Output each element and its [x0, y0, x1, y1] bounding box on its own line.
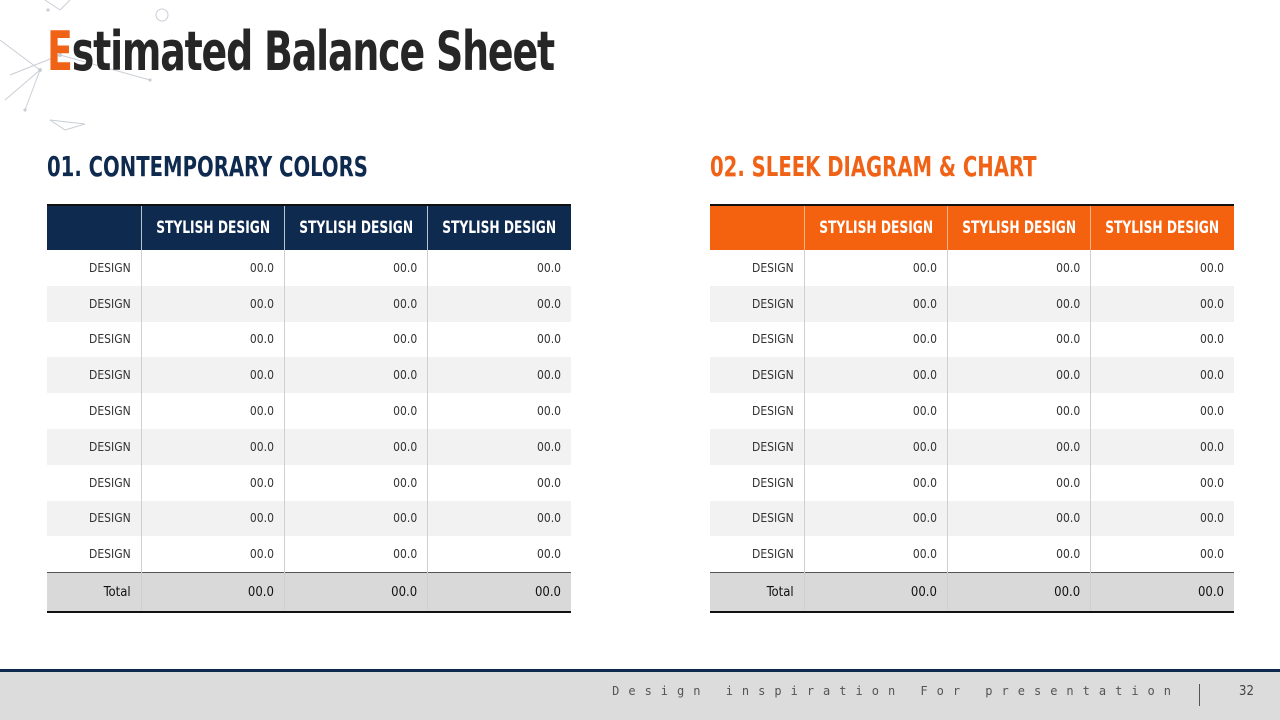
- balance-table-orange: [710, 204, 1234, 613]
- column-header-label: STYLISH DESIGN: [442, 218, 557, 238]
- row-label: DESIGN: [47, 357, 141, 393]
- column-header-label: STYLISH DESIGN: [299, 218, 414, 238]
- column-header: [428, 205, 571, 250]
- row-label: DESIGN: [710, 286, 804, 322]
- table-row: [47, 429, 571, 465]
- value-cell: 00.0: [141, 357, 284, 393]
- table-row: [710, 286, 1234, 322]
- section-heading-sleek-diagram: 02. SLEEK DIAGRAM & CHART: [710, 150, 1037, 183]
- table-header-row: [47, 205, 571, 250]
- value-cell: 00.0: [804, 393, 947, 429]
- total-label: Total: [710, 573, 804, 613]
- table-row: [710, 501, 1234, 537]
- value-cell: 00.0: [947, 429, 1090, 465]
- value-cell: 00.0: [428, 286, 571, 322]
- value-cell: 00.0: [141, 536, 284, 572]
- value-cell: 00.0: [284, 357, 427, 393]
- value-cell: 00.0: [141, 501, 284, 537]
- table-row: [47, 250, 571, 286]
- table-row: [47, 322, 571, 358]
- value-cell: 00.0: [284, 250, 427, 286]
- value-cell: 00.0: [141, 393, 284, 429]
- title-accent-letter: E: [47, 20, 72, 83]
- table-header-row: [710, 205, 1234, 250]
- row-label: DESIGN: [752, 547, 794, 562]
- column-header-label: STYLISH DESIGN: [962, 218, 1077, 238]
- total-row: [710, 573, 1234, 613]
- row-label: DESIGN: [89, 332, 131, 347]
- table-row: [47, 465, 571, 501]
- column-header-label: STYLISH DESIGN: [155, 218, 270, 238]
- value-cell: 00.0: [428, 250, 571, 286]
- value-cell: 00.0: [947, 250, 1090, 286]
- value-cell: 00.0: [428, 501, 571, 537]
- total-value: 00.0: [141, 573, 284, 613]
- row-label: DESIGN: [89, 547, 131, 562]
- row-label: DESIGN: [752, 404, 794, 419]
- total-label: Total: [47, 573, 141, 613]
- table-row: [47, 501, 571, 537]
- value-cell: 00.0: [141, 250, 284, 286]
- value-cell: 00.0: [804, 429, 947, 465]
- total-value: 00.0: [428, 573, 571, 613]
- footer-divider: [1199, 684, 1200, 706]
- table-row: [710, 536, 1234, 572]
- value-cell: 00.0: [1091, 429, 1234, 465]
- value-cell: 00.0: [1091, 357, 1234, 393]
- total-row: [47, 573, 571, 613]
- header-corner-cell: [710, 205, 804, 250]
- value-cell: 00.0: [804, 501, 947, 537]
- table-row: [710, 250, 1234, 286]
- column-header: [1091, 205, 1234, 250]
- table-row: [47, 357, 571, 393]
- value-cell: 00.0: [1091, 393, 1234, 429]
- value-cell: 00.0: [428, 393, 571, 429]
- section-heading-contemporary-colors: 01. CONTEMPORARY COLORS: [47, 150, 368, 183]
- value-cell: 00.0: [804, 286, 947, 322]
- table-row: [47, 536, 571, 572]
- row-label: DESIGN: [47, 501, 141, 537]
- column-header: [141, 205, 284, 250]
- value-cell: 00.0: [1091, 465, 1234, 501]
- table-row: [710, 393, 1234, 429]
- column-header-label: STYLISH DESIGN: [1105, 218, 1220, 238]
- value-cell: 00.0: [947, 322, 1090, 358]
- value-cell: 00.0: [141, 322, 284, 358]
- value-cell: 00.0: [1091, 536, 1234, 572]
- value-cell: 00.0: [947, 536, 1090, 572]
- value-cell: 00.0: [428, 465, 571, 501]
- total-value: 00.0: [284, 573, 427, 613]
- value-cell: 00.0: [284, 322, 427, 358]
- table-row: [47, 286, 571, 322]
- value-cell: 00.0: [804, 536, 947, 572]
- value-cell: 00.0: [141, 465, 284, 501]
- value-cell: 00.0: [947, 393, 1090, 429]
- column-header: [804, 205, 947, 250]
- row-label: DESIGN: [89, 404, 131, 419]
- row-label: DESIGN: [47, 286, 141, 322]
- value-cell: 00.0: [947, 357, 1090, 393]
- value-cell: 00.0: [141, 429, 284, 465]
- title-text: stimated Balance Sheet: [71, 20, 554, 83]
- value-cell: 00.0: [428, 429, 571, 465]
- value-cell: 00.0: [947, 465, 1090, 501]
- value-cell: 00.0: [428, 322, 571, 358]
- row-label: DESIGN: [710, 501, 804, 537]
- value-cell: 00.0: [947, 286, 1090, 322]
- total-value: 00.0: [1091, 573, 1234, 613]
- column-header-label: STYLISH DESIGN: [818, 218, 933, 238]
- footer-bar: [0, 669, 1280, 720]
- value-cell: 00.0: [284, 536, 427, 572]
- table-row: [710, 429, 1234, 465]
- row-label: DESIGN: [752, 332, 794, 347]
- value-cell: 00.0: [284, 465, 427, 501]
- row-label: DESIGN: [89, 475, 131, 490]
- value-cell: 00.0: [1091, 501, 1234, 537]
- value-cell: 00.0: [141, 286, 284, 322]
- value-cell: 00.0: [428, 536, 571, 572]
- page-title: [47, 20, 554, 85]
- value-cell: 00.0: [1091, 250, 1234, 286]
- value-cell: 00.0: [1091, 286, 1234, 322]
- table-row: [710, 465, 1234, 501]
- table-row: [47, 393, 571, 429]
- total-value: 00.0: [804, 573, 947, 613]
- row-label: DESIGN: [752, 260, 794, 275]
- table-row: [710, 322, 1234, 358]
- column-header: [947, 205, 1090, 250]
- page-number: 32: [1239, 684, 1254, 699]
- balance-table-navy: [47, 204, 571, 613]
- row-label: DESIGN: [710, 357, 804, 393]
- table-row: [710, 357, 1234, 393]
- row-label: DESIGN: [47, 429, 141, 465]
- header-corner-cell: [47, 205, 141, 250]
- value-cell: 00.0: [1091, 322, 1234, 358]
- row-label: DESIGN: [710, 429, 804, 465]
- value-cell: 00.0: [428, 357, 571, 393]
- value-cell: 00.0: [804, 322, 947, 358]
- total-value: 00.0: [947, 573, 1090, 613]
- value-cell: 00.0: [284, 429, 427, 465]
- value-cell: 00.0: [284, 501, 427, 537]
- row-label: DESIGN: [752, 475, 794, 490]
- value-cell: 00.0: [947, 501, 1090, 537]
- value-cell: 00.0: [284, 286, 427, 322]
- value-cell: 00.0: [804, 357, 947, 393]
- value-cell: 00.0: [804, 250, 947, 286]
- value-cell: 00.0: [284, 393, 427, 429]
- column-header: [284, 205, 427, 250]
- value-cell: 00.0: [804, 465, 947, 501]
- row-label: DESIGN: [89, 260, 131, 275]
- footer-tagline: Design inspiration For presentation: [612, 684, 1180, 698]
